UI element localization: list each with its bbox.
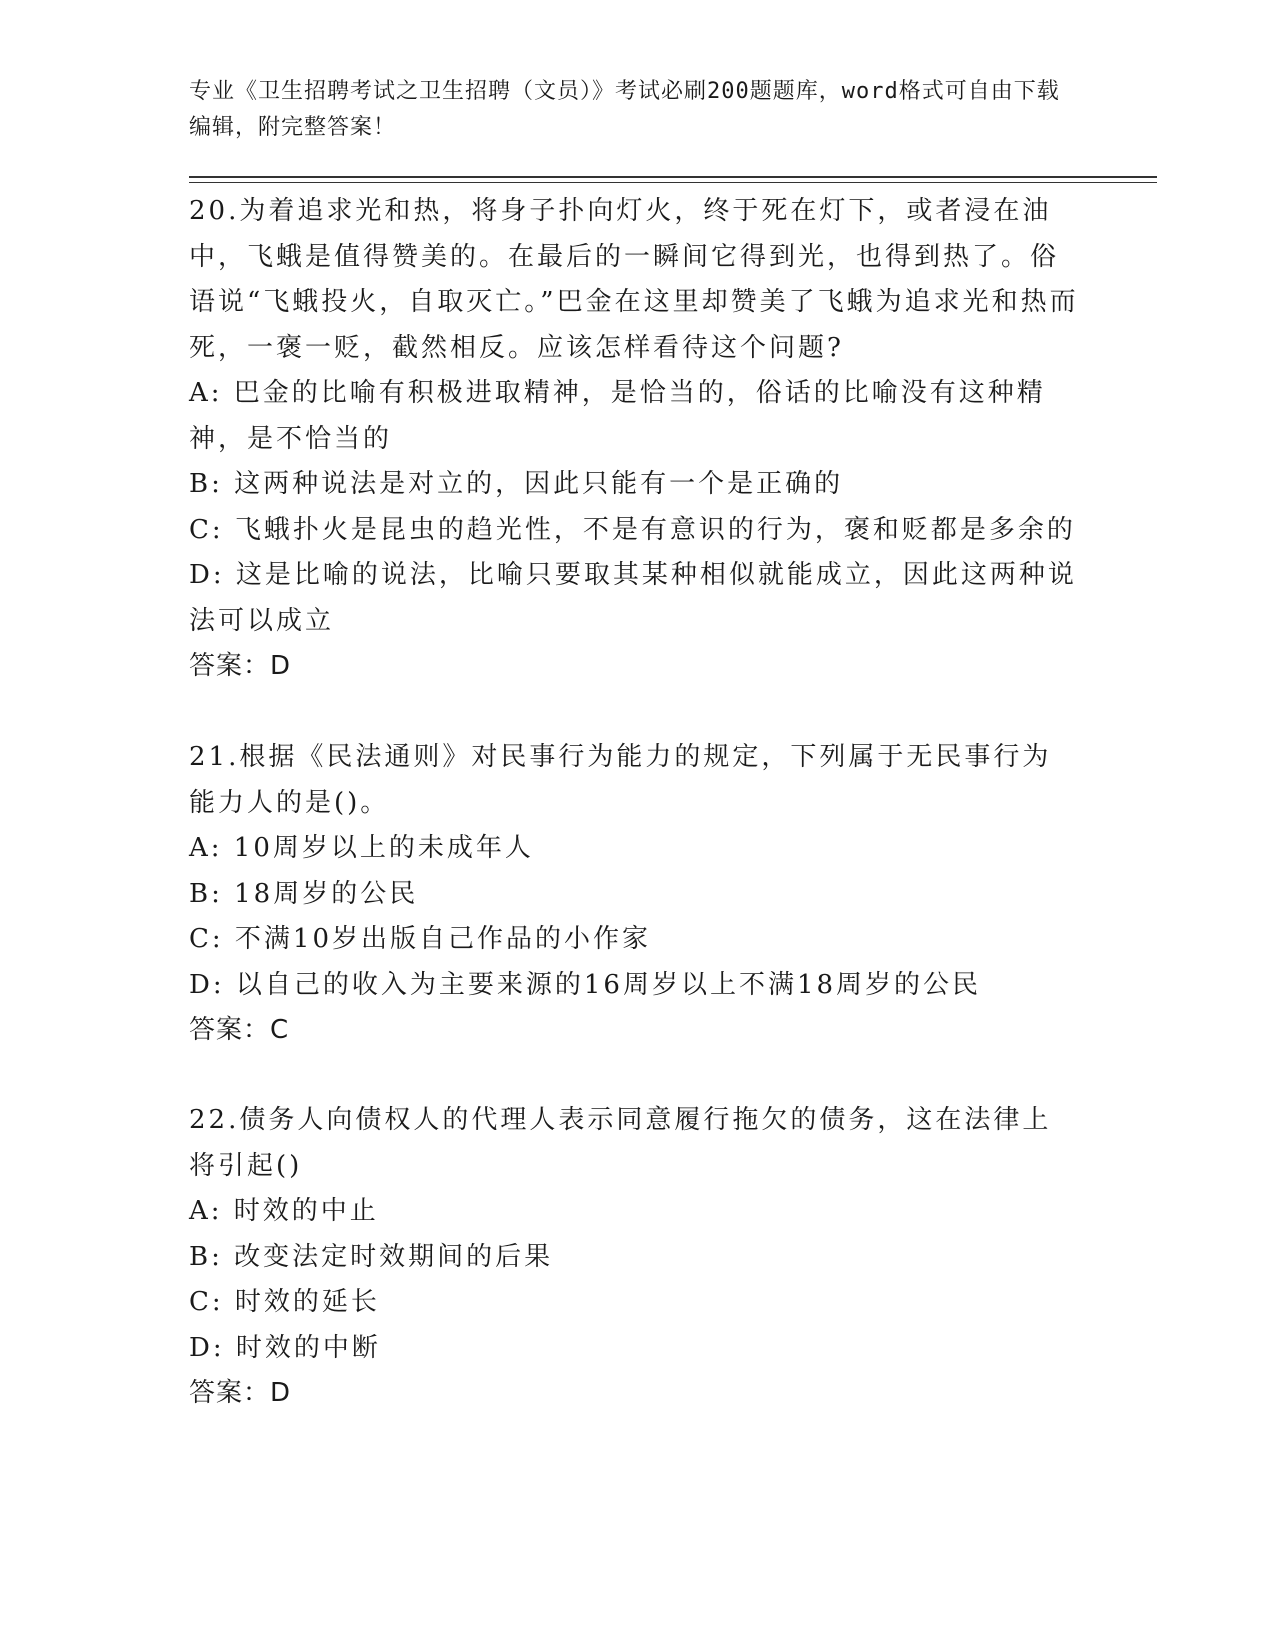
header-divider-thick [189,176,1157,178]
option-b: B: 这两种说法是对立的，因此只能有一个是正确的 [189,469,844,499]
option-c: C: 不满10岁出版自己作品的小作家 [189,924,652,954]
answer: 答案：D [189,651,292,681]
option-c: C: 时效的延长 [189,1287,380,1317]
question-stem: 20.为着追求光和热，将身子扑向灯火，终于死在灯下，或者浸在油中，飞蛾是值得赞美的。在最后的一瞬间它得到光，也得到热了。俗语说“飞蛾投火，自取灭亡。”巴金在这里却赞美了飞蛾为追求光和热而死，一褒一贬，截然相反。应该怎样看待这个问题? [189,196,1079,363]
document-header: 专业《卫生招聘考试之卫生招聘（文员）》考试必刷200题题库，word格式可自由下载编辑，附完整答案！ [189,79,1060,140]
option-b: B: 改变法定时效期间的后果 [189,1241,554,1272]
option-d: D: 时效的中断 [189,1332,381,1363]
option-b: B: 18周岁的公民 [189,878,419,909]
question-20 [189,189,1079,690]
question-22 [189,1098,1079,1417]
header-divider-thin [189,182,1157,183]
option-a: A: 巴金的比喻有积极进取精神，是恰当的，俗话的比喻没有这种精神，是不恰当的 [189,378,1046,454]
option-a: A: 时效的中止 [189,1196,379,1226]
question-21 [189,735,1079,1054]
question-stem: 22.债务人向债权人的代理人表示同意履行拖欠的债务，这在法律上将引起() [189,1105,1052,1181]
answer: 答案：D [189,1378,292,1408]
option-c: C: 飞蛾扑火是昆虫的趋光性，不是有意识的行为，褒和贬都是多余的 [189,514,1076,545]
question-stem: 21.根据《民法通则》对民事行为能力的规定，下列属于无民事行为能力人的是()。 [189,742,1052,818]
option-a: A: 10周岁以上的未成年人 [189,833,534,863]
option-d: D: 这是比喻的说法，比喻只要取其某种相似就能成立，因此这两种说法可以成立 [189,560,1077,636]
option-d: D: 以自己的收入为主要来源的16周岁以上不满18周岁的公民 [189,969,982,1000]
answer: 答案：C [189,1015,290,1045]
